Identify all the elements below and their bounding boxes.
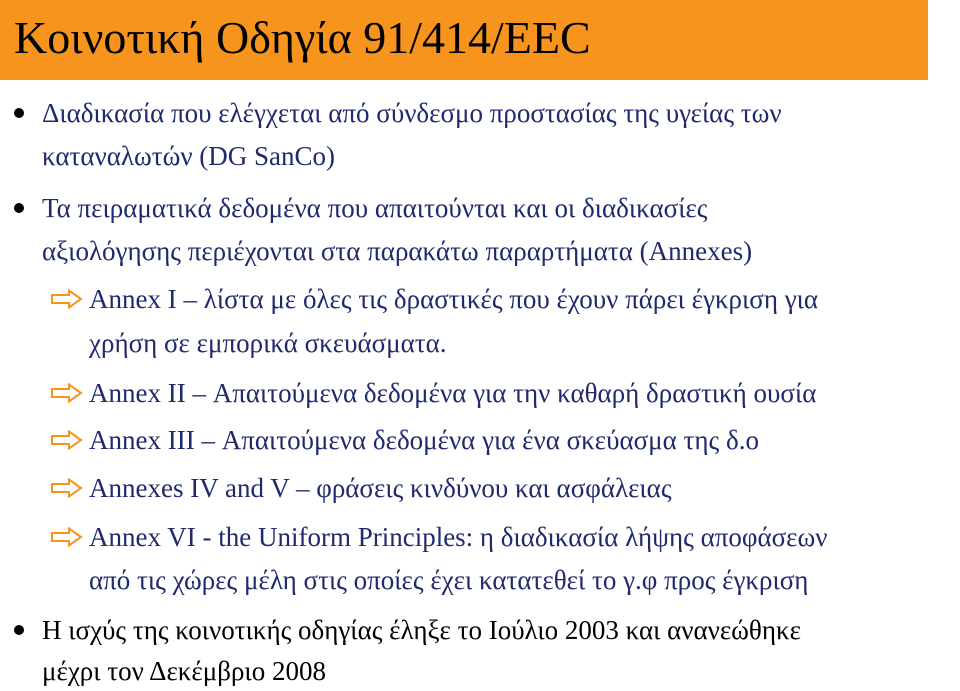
bullet-2-line-2: αξιολόγησης περιέχονται στα παρακάτω παραρτήματα (Annexes) (42, 236, 753, 266)
sub-bullet-1-line-2: χρήση σε εμπορικά σκευάσματα. (89, 328, 447, 358)
bullet-2-line-1: Τα πειραματικά δεδομένα που απαιτούνται και οι διαδικασίες (42, 193, 708, 223)
bullet-1-line-2: καταναλωτών (DG SanCo) (42, 141, 336, 171)
bullet-dot-2 (14, 203, 24, 213)
final-bullet-line-2: μέχρι τον Δεκέμβριο 2008 (42, 656, 326, 686)
sub-bullet-5-line-2: από τις χώρες μέλη στις οποίες έχει κατατεθεί το γ.φ προς έγκριση (89, 565, 809, 595)
sub-bullet-1-line-1: Annex I – λίστα με όλες τις δραστικές που έχουν πάρει έγκριση για (89, 284, 819, 314)
bullet-dot-3 (14, 625, 24, 635)
outline-arrow-icon (50, 478, 84, 498)
sub-bullet-4-line-1: Annexes IV and V – φράσεις κινδύνου και ασφάλειας (89, 473, 672, 503)
bullet-dot-1 (14, 108, 24, 118)
sub-bullet-2-line-1: Annex II – Απαιτούμενα δεδομένα για την καθαρή δραστική ουσία (89, 378, 817, 408)
bullet-1-line-1: Διαδικασία που ελέγχεται από σύνδεσμο προστασίας της υγείας των (42, 98, 782, 128)
slide-title: Κοινοτική Οδηγία 91/414/ΕΕC (14, 12, 591, 63)
sub-bullet-3-line-1: Annex III – Απαιτούμενα δεδομένα για ένα σκεύασμα της δ.ο (89, 425, 759, 455)
outline-arrow-icon (50, 289, 84, 309)
sub-bullet-5-line-1: Annex VI - the Uniform Principles: η διαδικασία λήψης αποφάσεων (89, 522, 828, 552)
outline-arrow-icon (50, 430, 84, 450)
outline-arrow-icon (50, 383, 84, 403)
outline-arrow-icon (50, 527, 84, 547)
final-bullet-line-1: Η ισχύς της κοινοτικής οδηγίας έληξε το Ιούλιο 2003 και ανανεώθηκε (42, 615, 801, 645)
